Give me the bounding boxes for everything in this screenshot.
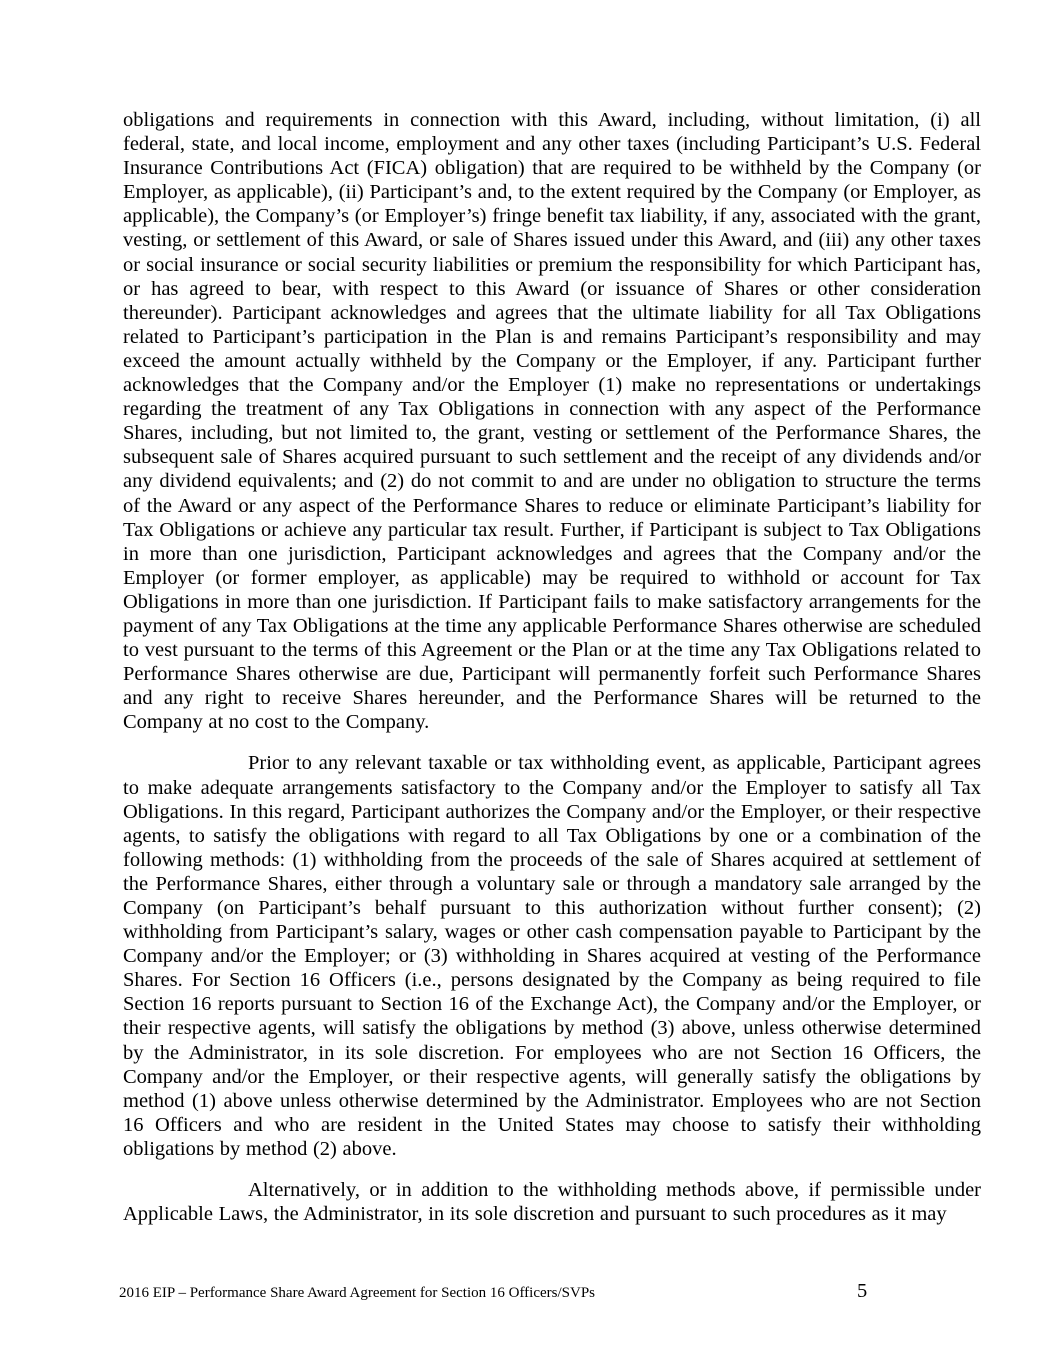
document-body xyxy=(123,108,981,1243)
paragraph-tax-obligations-continuation: obligations and requirements in connection with this Award, including, without limitation, (i) all federal, state, and local income, employment and any other taxes (including Participant’s U.S. Federal Insurance Contributions Act (FICA) obligation) that are required to be withheld by the Company (or Employer, as applicable), (ii) Participant’s and, to the extent required by the Company (or Employer, as applicable), the Company’s (or Employer’s) fringe benefit tax liability, if any, associated with the grant, vesting, or settlement of this Award, or sale of Shares issued under this Award, and (iii) any other taxes or social insurance or social security liabilities or premium the responsibility for which Participant has, or has agreed to bear, with respect to this Award (or issuance of Shares or other consideration thereunder). Participant acknowledges and agrees that the ultimate liability for all Tax Obligations related to Participant’s participation in the Plan is and remains Participant’s responsibility and may exceed the amount actually withheld by the Company or the Employer, if any. Participant further acknowledges that the Company and/or the Employer (1) make no representations or undertakings regarding the treatment of any Tax Obligations in connection with any aspect of the Performance Shares, including, but not limited to, the grant, vesting or settlement of the Performance Shares, the subsequent sale of Shares acquired pursuant to such settlement and the receipt of any dividends and/or any dividend equivalents; and (2) do not commit to and are under no obligation to structure the terms of the Award or any aspect of the Performance Shares to reduce or eliminate Participant’s liability for Tax Obligations or achieve any particular tax result. Further, if Participant is subject to Tax Obligations in more than one jurisdiction, Participant acknowledges and agrees that the Company and/or the Employer (or former employer, as applicable) may be required to withhold or account for Tax Obligations in more than one jurisdiction. If Participant fails to make satisfactory arrangements for the payment of any Tax Obligations at the time any applicable Performance Shares otherwise are scheduled to vest pursuant to the terms of this Agreement or the Plan or at the time any Tax Obligations related to Performance Shares otherwise are due, Participant will permanently forfeit such Performance Shares and any right to receive Shares hereunder, and the Performance Shares will be returned to the Company at no cost to the Company. xyxy=(123,109,981,734)
paragraph-alternative-withholding: Alternatively, or in addition to the withholding methods above, if permissible under Applicable Laws, the Administrator, in its sole discretion and pursuant to such procedures as it may xyxy=(123,1179,981,1226)
footer-document-title: 2016 EIP – Performance Share Award Agreement for Section 16 Officers/SVPs xyxy=(119,1285,596,1301)
page-number: 5 xyxy=(857,1280,868,1302)
paragraph-withholding-methods: Prior to any relevant taxable or tax withholding event, as applicable, Participant agrees to make adequate arrangements satisfactory to the Company and/or the Employer to satisfy all Tax Obligations. In this regard, Participant authorizes the Company and/or the Employer, or their respective agents, to satisfy the obligations with regard to all Tax Obligations by one or a combination of the following methods: (1) withholding from the proceeds of the sale of Shares acquired at settlement of the Performance Shares, either through a voluntary sale or through a mandatory sale arranged by the Company (on Participant’s behalf pursuant to this authorization without further consent); (2) withholding from Participant’s salary, wages or other cash compensation payable to Participant by the Company and/or the Employer; or (3) withholding in Shares acquired at vesting of the Performance Shares. For Section 16 Officers (i.e., persons designated by the Company as being required to file Section 16 reports pursuant to Section 16 of the Exchange Act), the Company and/or the Employer, or their respective agents, will satisfy the obligations by method (3) above, unless otherwise determined by the Administrator, in its sole discretion. For employees who are not Section 16 Officers, the Company and/or the Employer, or their respective agents, will generally satisfy the obligations by method (1) above unless otherwise determined by the Administrator. Employees who are not Section 16 Officers and who are resident in the United States may choose to satisfy their withholding obligations by method (2) above. xyxy=(123,752,981,1160)
page-footer xyxy=(119,1279,979,1305)
